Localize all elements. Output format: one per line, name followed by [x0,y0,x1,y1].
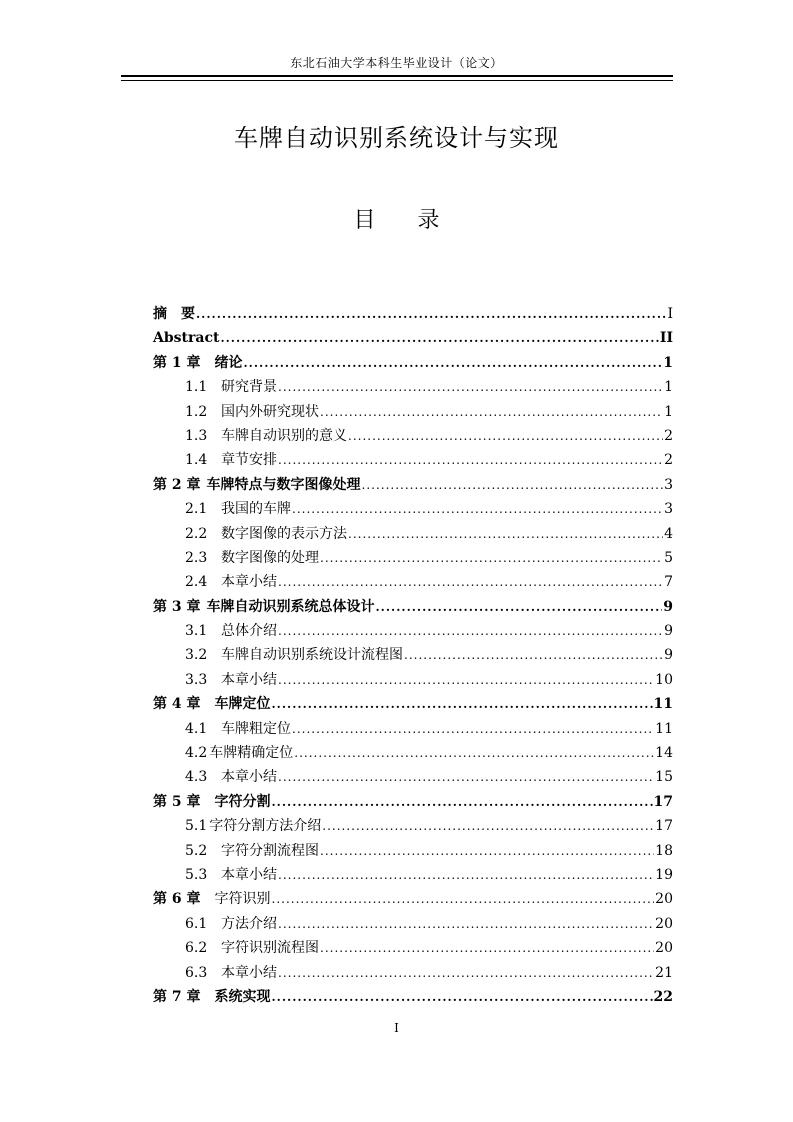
toc-entry-page: 5 [664,549,673,566]
dot-leader [272,692,653,716]
toc-entry-page: 2 [664,427,673,444]
toc-entry-title: 字符分割流程图 [221,842,319,859]
toc-entry-2-3[interactable] [153,546,673,570]
toc-entry-num: 1.2 [185,403,208,420]
dot-leader [244,351,663,375]
toc-entry-num: 3.3 [185,671,208,688]
toc-entry-page: 18 [655,842,673,859]
toc-entry-chapter-1[interactable] [153,351,673,375]
dot-leader [278,448,663,472]
table-of-contents [153,302,673,1009]
dot-leader [272,985,653,1009]
toc-entry-2-4[interactable] [153,570,673,594]
toc-entry-6-2[interactable] [153,936,673,960]
toc-entry-num: 第 6 章 [153,891,201,908]
toc-entry-num: 6.2 [185,940,208,957]
dot-leader [376,595,663,619]
toc-entry-4-1[interactable] [153,717,673,741]
toc-entry-page: 3 [664,501,673,518]
toc-entry-6-1[interactable] [153,912,673,936]
toc-entry-num: 第 5 章 [153,793,201,810]
toc-entry-num: 2.4 [185,574,208,591]
toc-entry-title: 字符识别 [214,891,271,908]
toc-entry-num: 4.3 [185,769,208,786]
toc-entry-page: 15 [655,769,673,786]
toc-entry-title: 我国的车牌 [221,501,291,518]
toc-entry-page: 1 [664,379,673,396]
toc-entry-title: 车牌自动识别系统设计流程图 [221,647,403,664]
document-title: 车牌自动识别系统设计与实现 [234,124,559,152]
page-number: I [394,1021,399,1035]
toc-entry-title: 车牌定位 [214,696,271,713]
toc-entry-page: 7 [664,574,673,591]
toc-entry-page: II [659,330,673,347]
toc-entry-num: 第 3 章 [153,598,201,615]
toc-entry-num: 5.1 [185,818,208,835]
toc-entry-chapter-5[interactable] [153,790,673,814]
header-rule-thick [121,75,673,77]
dot-leader [278,619,663,643]
toc-entry-title: 方法介绍 [221,915,277,932]
toc-entry-num: 第 1 章 [153,354,201,371]
toc-entry-4-3[interactable] [153,765,673,789]
toc-entry-title: 数字图像的处理 [221,549,319,566]
dot-leader [362,473,664,497]
toc-entry-title: 数字图像的表示方法 [221,525,347,542]
toc-entry-title: 字符识别流程图 [221,940,319,957]
toc-entry-num: 1.4 [185,452,208,469]
toc-entry-title: 车牌特点与数字图像处理 [206,476,361,493]
toc-entry-title: 本章小结 [221,574,277,591]
toc-entry-abstract-en[interactable] [153,326,673,350]
toc-entry-num: 1.3 [185,427,208,444]
toc-entry-2-1[interactable] [153,497,673,521]
toc-entry-title: 车牌粗定位 [221,720,291,737]
toc-entry-6-3[interactable] [153,961,673,985]
toc-entry-title: 车牌自动识别的意义 [221,427,347,444]
dot-leader [320,546,663,570]
toc-entry-4-2[interactable] [153,741,673,765]
toc-entry-title: 字符分割方法介绍 [209,818,322,835]
toc-entry-num: 第 4 章 [153,696,201,713]
toc-entry-title: 字符分割 [214,793,271,810]
dot-leader [292,717,654,741]
dot-leader [320,839,654,863]
toc-entry-num: 2.3 [185,549,208,566]
dot-leader [278,912,654,936]
toc-entry-page: 1 [663,354,673,371]
toc-entry-chapter-2[interactable] [153,473,673,497]
toc-entry-title: 系统实现 [214,988,271,1005]
toc-entry-num: 5.2 [185,842,208,859]
toc-entry-5-3[interactable] [153,863,673,887]
dot-leader [322,814,654,838]
toc-entry-3-1[interactable] [153,619,673,643]
toc-entry-title: 车牌精确定位 [209,745,294,762]
toc-entry-page: I [667,306,673,322]
header-rule-thin [121,80,673,81]
toc-entry-page: 11 [653,696,673,713]
dot-leader [278,570,663,594]
toc-entry-num: 2.2 [185,525,208,542]
toc-entry-page: 10 [655,671,673,688]
toc-entry-page: 1 [664,403,673,420]
dot-leader [278,863,654,887]
toc-heading-char1: 目 [353,208,376,233]
dot-leader [348,424,663,448]
toc-entry-page: 20 [655,940,673,957]
toc-entry-num: 4.1 [185,720,208,737]
toc-entry-page: 9 [664,647,673,664]
toc-entry-page: 3 [664,476,673,493]
toc-entry-num: 2.1 [185,501,208,518]
toc-entry-title: 车牌自动识别系统总体设计 [206,598,375,615]
toc-entry-5-2[interactable] [153,839,673,863]
dot-leader [294,741,654,765]
toc-entry-page: 11 [655,720,673,737]
toc-entry-chapter-7[interactable] [153,985,673,1009]
toc-entry-title: 绪论 [214,354,243,371]
toc-heading-char2: 录 [417,208,440,233]
toc-entry-num: 第 7 章 [153,988,201,1005]
toc-heading [0,203,793,234]
toc-entry-page: 21 [655,964,673,981]
toc-entry-title: 国内外研究现状 [221,403,319,420]
dot-leader [278,961,654,985]
dot-leader [272,790,653,814]
toc-entry-num: 4.2 [185,745,208,762]
toc-entry-num: 6.1 [185,915,208,932]
dot-leader [348,522,663,546]
toc-entry-title: 本章小结 [221,671,277,688]
toc-entry-page: 9 [663,598,673,615]
toc-entry-3-2[interactable] [153,643,673,667]
toc-entry-page: 22 [653,988,673,1005]
toc-entry-abstract-cn[interactable] [153,302,673,326]
toc-entry-num: Abstract [153,330,220,347]
running-header: 东北石油大学本科生毕业设计（论文） [290,56,503,70]
toc-entry-page: 17 [653,793,673,810]
toc-entry-1-3[interactable] [153,424,673,448]
dot-leader [292,497,663,521]
toc-entry-num: 3.1 [185,623,208,640]
toc-entry-num: 5.3 [185,866,208,883]
toc-entry-page: 19 [655,866,673,883]
toc-entry-page: 20 [655,915,673,932]
dot-leader [278,765,654,789]
dot-leader [320,400,663,424]
dot-leader [278,668,654,692]
toc-entry-num: 第 2 章 [153,476,201,493]
dot-leader [320,936,654,960]
toc-entry-title: 章节安排 [221,452,277,469]
toc-entry-3-3[interactable] [153,668,673,692]
toc-entry-1-2[interactable] [153,400,673,424]
toc-entry-page: 9 [664,623,673,640]
toc-entry-5-1[interactable] [153,814,673,838]
toc-entry-chapter-3[interactable] [153,595,673,619]
toc-entry-title: 本章小结 [221,769,277,786]
toc-entry-page: 4 [664,525,673,542]
toc-entry-title: 本章小结 [221,866,277,883]
toc-entry-num: 1.1 [185,379,208,396]
toc-entry-num: 3.2 [185,647,208,664]
dot-leader [404,643,663,667]
dot-leader [220,326,658,350]
toc-entry-num: 摘 要 [153,306,195,322]
toc-entry-chapter-4[interactable] [153,692,673,716]
toc-entry-title: 本章小结 [221,964,277,981]
toc-entry-2-2[interactable] [153,522,673,546]
toc-entry-title: 总体介绍 [221,623,277,640]
toc-entry-page: 20 [655,891,673,908]
toc-entry-1-1[interactable] [153,375,673,399]
toc-entry-page: 14 [655,745,673,762]
toc-entry-num: 6.3 [185,964,208,981]
dot-leader [272,887,655,911]
dot-leader [278,375,663,399]
dot-leader [196,302,666,326]
toc-entry-chapter-6[interactable] [153,887,673,911]
toc-entry-title: 研究背景 [221,379,277,396]
toc-entry-1-4[interactable] [153,448,673,472]
toc-entry-page: 17 [655,818,673,835]
toc-entry-page: 2 [664,452,673,469]
